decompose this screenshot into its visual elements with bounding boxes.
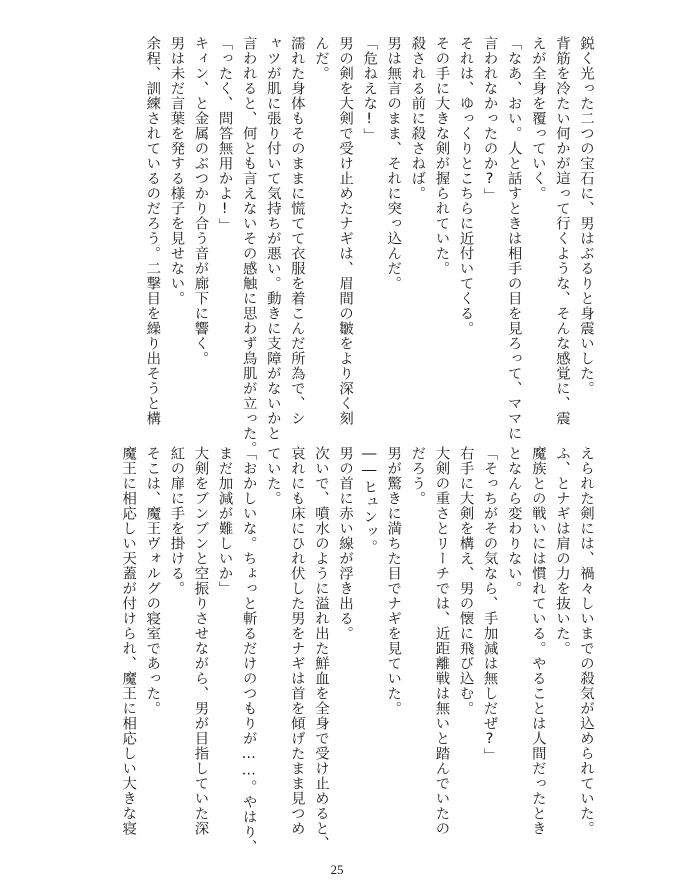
text-line: 背筋を冷たい何かが這って行くような、そんな感覚に、震: [553, 36, 570, 426]
text-line: まだ加減が難しいか」: [216, 446, 233, 596]
text-line: ャツが肌に張り付いて気持ちが悪い。動きに支障がないかと: [264, 36, 281, 441]
text-line: 「ったく、問答無用かよ!」: [216, 36, 233, 233]
text-block-top: [140, 36, 598, 456]
text-line: 次いで、噴水のように溢れ出た鮮血を全身で受け止めると、: [312, 446, 329, 851]
text-line: 言われなかったのか?」: [481, 36, 498, 203]
text-line: ――ヒュンッ。: [361, 446, 378, 555]
text-line: 男の剣を大剣で受け止めたナギは、眉間の皺をより深く刻: [337, 36, 354, 426]
text-line: えられた剣には、禍々しいまでの殺気が込められていた。: [578, 446, 594, 836]
text-line: 「なあ、おい。人と話すときは相手の目を見ろって、ママに: [505, 36, 522, 441]
text-line: 大剣の重さとリーチでは、近距離戦は無いと踏んでいたの: [433, 446, 450, 836]
text-line: 言われると、何とも言えないその感触に思わず鳥肌が立った。: [240, 36, 257, 456]
text-line: 男は無言のまま、それに突っ込んだ。: [385, 36, 402, 291]
text-line: 男の首に赤い線が浮き出る。: [337, 446, 354, 641]
text-block-bottom: [116, 446, 598, 855]
text-line: 男は未だ言葉を発する様子を見せない。: [168, 36, 185, 306]
text-line: それは、ゆっくりとこちらに近付いてくる。: [457, 36, 474, 336]
text-line: 余程、訓練されているのだろう。二撃目を繰り出そうと構: [144, 36, 161, 426]
text-line: 哀れにも床にひれ伏した男をナギは首を傾げたまま見つめ: [288, 446, 305, 836]
text-line: えが全身を覆っていく。: [529, 36, 546, 201]
text-line: 濡れた身体もそのままに慌てて衣服を着こんだ所為で、シ: [288, 36, 305, 426]
text-line: 「危ねえな!」: [361, 36, 378, 143]
text-line: 大剣をブンブンと空振りさせながら、男が目指していた深: [192, 446, 209, 836]
text-line: キィン、と金属のぶつかり合う音が廊下に響く。: [192, 36, 209, 366]
text-line: 男が驚きに満ちた目でナギを見ていた。: [385, 446, 402, 716]
page-number: 25: [330, 862, 344, 877]
text-line: 右手に大剣を構え、男の懐に飛び込む。: [457, 446, 474, 716]
text-line: んだ。: [312, 36, 329, 81]
text-line: 殺される前に殺さねば。: [409, 36, 426, 201]
text-line: その手に大きな剣が握られていた。: [433, 36, 450, 276]
text-line: ていた。: [264, 446, 281, 506]
text-line: 紅の扉に手を掛ける。: [168, 446, 185, 596]
text-line: ふ、とナギは肩の力を抜いた。: [553, 446, 570, 656]
text-line: 「おかしいな。ちょっと斬るだけのつもりが……。やはり、: [240, 446, 257, 855]
text-line: となんら変わりない。: [505, 446, 522, 596]
text-line: 「そっちがその気なら、手加減は無しだぜ?」: [481, 446, 498, 763]
text-line: 魔王に相応しい天蓋が付けられ、魔王に相応しい大きな寝: [120, 446, 137, 836]
text-line: だろう。: [409, 446, 426, 506]
text-line: 魔族との戦いには慣れている。やることは人間だったとき: [529, 446, 546, 836]
text-line: 鋭く光った二つの宝石に、男はぶるりと身震いした。: [578, 36, 594, 396]
text-line: そこは、魔王ヴォルグの寝室であった。: [144, 446, 161, 716]
